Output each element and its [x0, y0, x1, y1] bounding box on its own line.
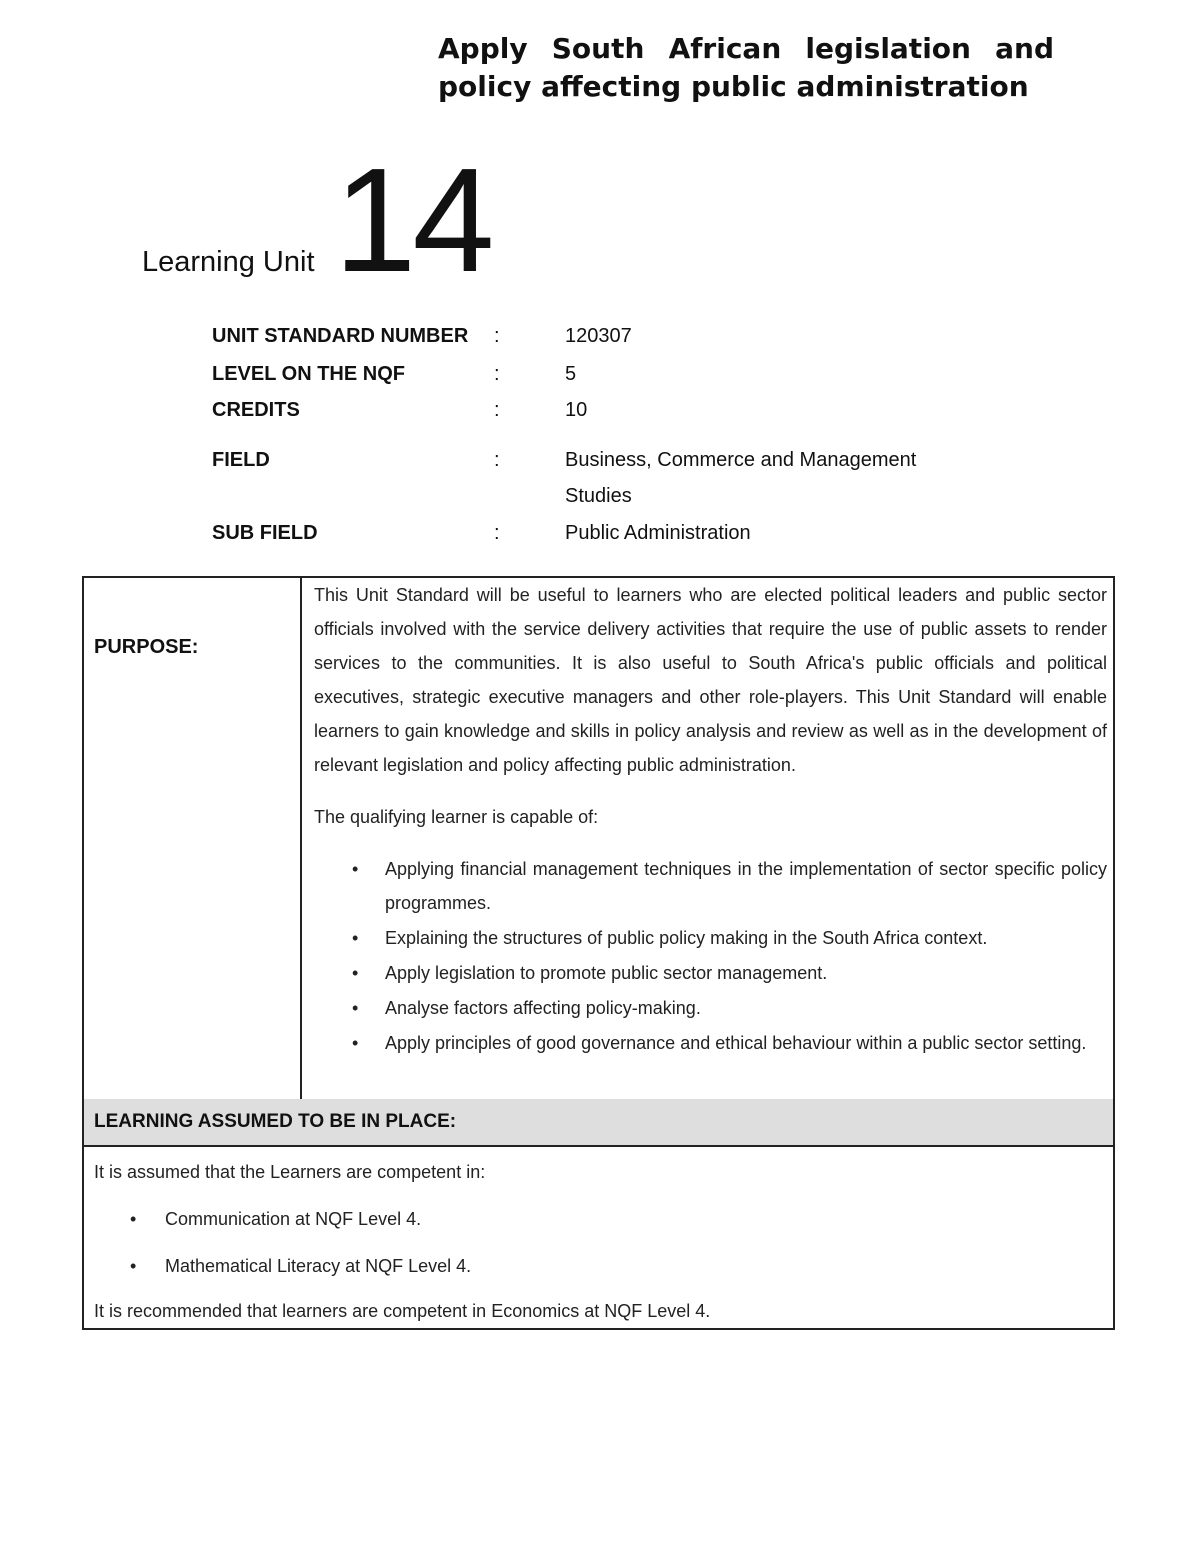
- list-item-text: Analyse factors affecting policy-making.: [385, 998, 701, 1018]
- unit-details-table: [82, 576, 1115, 1330]
- learning-assumed-header: [84, 1099, 1113, 1147]
- bullet-icon: •: [130, 1209, 137, 1229]
- purpose-text: This Unit Standard will be useful to learners who are elected political leaders and public sector officials involved with the service delivery activities that require the use of public assets to render services to the communities. It is also useful to South Africa's public officials and political executives, strategic executive managers and other role-players. This Unit Standard will enable learners to gain knowledge and skills in policy analysis and review as well as in the development of relevant legislation and policy affecting public administration.: [314, 585, 1107, 775]
- list-item-text: Apply legislation to promote public sector management.: [385, 963, 828, 983]
- meta-colon: :: [494, 449, 500, 471]
- learning-unit-number: 14: [334, 138, 491, 303]
- list-item: [314, 991, 1107, 1025]
- purpose-label: PURPOSE:: [94, 636, 199, 658]
- meta-value: 10: [565, 399, 588, 421]
- list-item: [314, 956, 1107, 990]
- meta-value: 5: [565, 363, 577, 385]
- meta-colon: :: [494, 325, 500, 347]
- purpose-intro: The qualifying learner is capable of:: [314, 807, 599, 827]
- list-item: [314, 852, 1107, 920]
- meta-colon: :: [494, 363, 500, 385]
- meta-colon: :: [494, 522, 500, 544]
- meta-value: Business, Commerce and Management Studies: [565, 449, 917, 507]
- learning-assumed-intro: It is assumed that the Learners are competent in:: [94, 1162, 486, 1182]
- learning-unit-label: Learning Unit: [142, 246, 315, 278]
- learning-assumed-bullet-list: [94, 1207, 1099, 1278]
- learning-assumed-label: LEARNING ASSUMED TO BE IN PLACE:: [94, 1111, 457, 1132]
- list-item: [314, 1026, 1107, 1060]
- meta-label: LEVEL ON THE NQF: [212, 363, 405, 385]
- meta-label: FIELD: [212, 449, 270, 471]
- document-title: [438, 30, 1054, 106]
- purpose-label-cell: [84, 578, 302, 1099]
- bullet-icon: •: [352, 859, 359, 879]
- list-item-text: Applying financial management techniques in the implementation of sector specific policy programmes.: [385, 859, 1107, 913]
- meta-label: SUB FIELD: [212, 522, 318, 544]
- bullet-icon: •: [352, 1033, 359, 1053]
- learning-assumed-content: [94, 1160, 1099, 1323]
- title-line-1: Apply South African legislation and: [438, 32, 1054, 65]
- list-item-text: Apply principles of good governance and ethical behaviour within a public sector setting.: [385, 1033, 1087, 1053]
- meta-colon: :: [494, 399, 500, 421]
- purpose-bullet-list: [314, 852, 1107, 1060]
- meta-label: CREDITS: [212, 399, 300, 421]
- learning-assumed-recommendation: It is recommended that learners are competent in Economics at NQF Level 4.: [94, 1301, 711, 1321]
- bullet-icon: •: [352, 928, 359, 948]
- list-item-text: Explaining the structures of public policy making in the South Africa context.: [385, 928, 988, 948]
- purpose-content-cell: [314, 578, 1107, 1061]
- meta-value: 120307: [565, 325, 632, 347]
- bullet-icon: •: [130, 1256, 137, 1276]
- title-line-2: policy affecting public administration: [438, 70, 1029, 103]
- bullet-icon: •: [352, 963, 359, 983]
- meta-value: Public Administration: [565, 522, 751, 544]
- list-item: [94, 1207, 1099, 1231]
- list-item-text: Communication at NQF Level 4.: [165, 1209, 422, 1229]
- list-item-text: Mathematical Literacy at NQF Level 4.: [165, 1256, 472, 1276]
- bullet-icon: •: [352, 998, 359, 1018]
- list-item: [94, 1254, 1099, 1278]
- list-item: [314, 921, 1107, 955]
- meta-label: UNIT STANDARD NUMBER: [212, 325, 469, 347]
